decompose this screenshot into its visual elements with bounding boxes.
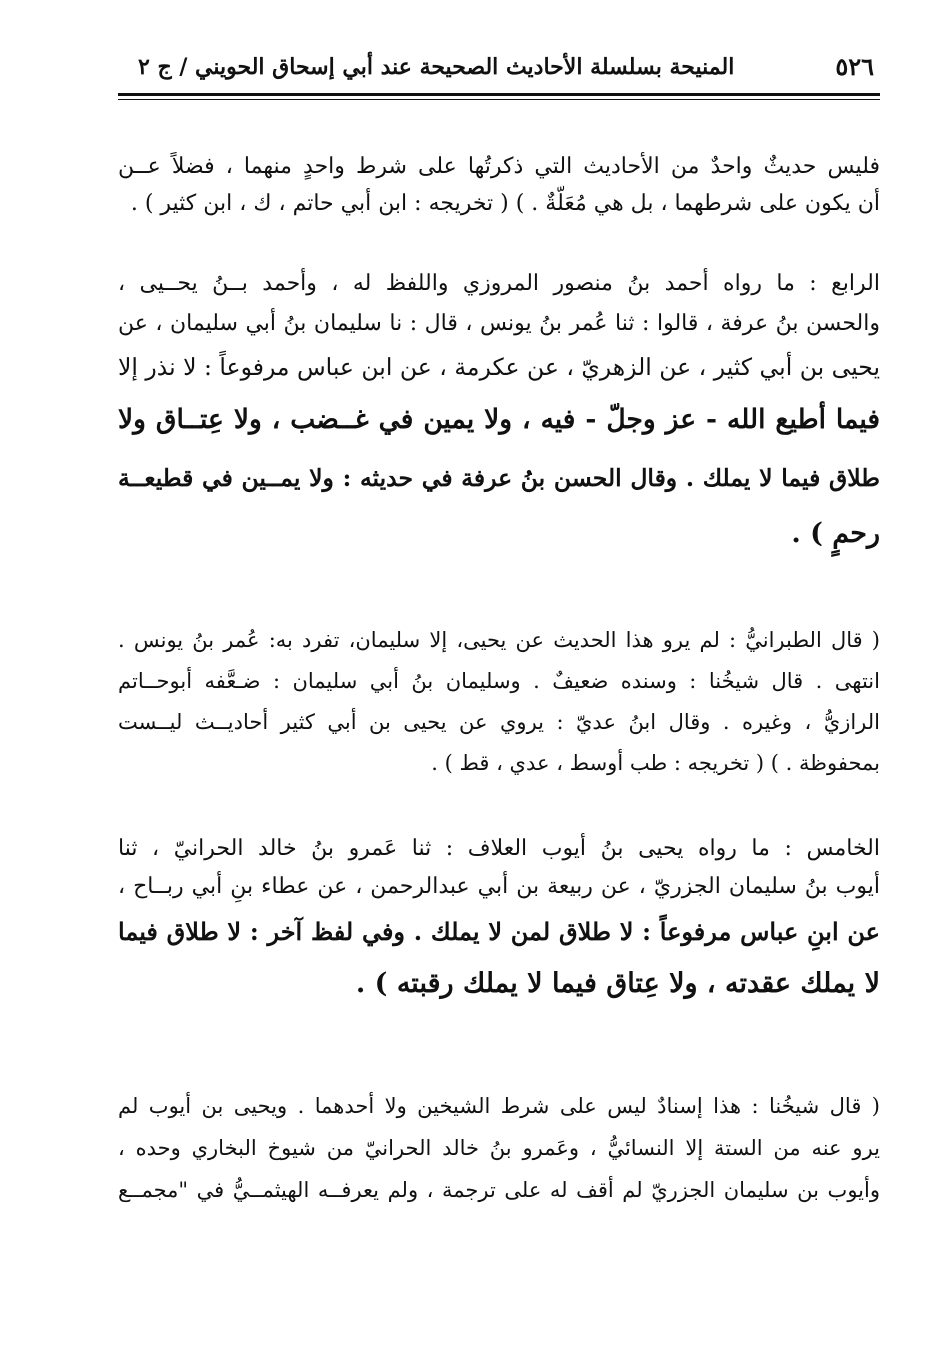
paragraph-continuation <box>118 148 880 222</box>
text-line: أن يكون على شرطهما ، بل هي مُعَلّةٌ . ) ( تخريجه : ابن أبي حاتم ، ك ، ابن كثير ) . <box>130 191 880 216</box>
text-line: بمحفوظة . ) ( تخريجه : طب أوسط ، عدي ، قط ) . <box>431 751 880 775</box>
hadith-text-line: رحمٍ ) . <box>791 518 880 549</box>
text-line: وأيوب بن سليمان الجزريّ لم أقف له على ترجمة ، ولم يعرفــه الهيثمــيُّ في "مجمــع <box>118 1178 880 1202</box>
text-line: والحسن بنُ عرفة ، قالوا : ثنا عُمر بنُ يونس ، قال : نا سليمان بنُ أبي سليمان ، عن <box>118 311 880 336</box>
paragraph-tabarani-comment <box>118 620 880 784</box>
text-line: فليس حديثٌ واحدٌ من الأحاديث التي ذكرتُها على شرط واحدٍ منهما ، فضلاً عــن <box>118 154 880 179</box>
text-line: ( قال الطبرانيُّ : لم يرو هذا الحديث عن يحيى، إلا سليمان، تفرد به: عُمر بنُ يونس . <box>118 628 880 652</box>
text-line: أيوب بنُ سليمان الجزريّ ، عن ربيعة بن أبي عبدالرحمن ، عن عطاء بنِ أبي ربــاح ، <box>118 874 880 899</box>
header-rule-thin <box>118 99 880 100</box>
text-line: ( قال شيخُنا : هذا إسنادٌ ليس على شرط الشيخين ولا أحدهما . ويحيى بن أيوب لم <box>118 1094 880 1118</box>
running-title: المنيحة بسلسلة الأحاديث الصحيحة عند أبي إسحاق الحويني / ج ٢ <box>138 54 735 80</box>
hadith-text-line: لا يملك عقدته ، ولا عِتاق فيما لا يملك رقبته ) . <box>355 968 880 999</box>
page-number: ٥٢٦ <box>835 52 874 81</box>
page-header <box>118 48 880 92</box>
text-line: الخامس : ما رواه يحيى بنُ أيوب العلاف : ثنا عَمرو بنُ خالد الحرانيّ ، ثنا <box>118 836 880 861</box>
text-line: يحيى بن أبي كثير ، عن الزهريّ ، عن عكرمة ، عن ابن عباس مرفوعاً : لا نذر إلا <box>118 353 880 381</box>
paragraph-fifth-narration <box>118 830 880 1010</box>
hadith-text-line: طلاق فيما لا يملك . وقال الحسن بنُ عرفة في حديثه : ولا يمــين في قطيعــة <box>118 464 880 492</box>
paragraph-fourth-narration <box>118 264 880 562</box>
hadith-text-line: عن ابنِ عباس مرفوعاً : لا طلاق لمن لا يملك . وفي لفظ آخر : لا طلاق فيما <box>118 917 880 946</box>
text-line: الرابع : ما رواه أحمد بنُ منصور المروزي واللفظ له ، وأحمد بــنُ يحــيى ، <box>118 271 880 296</box>
text-line: انتهى . قال شيخُنا : وسنده ضعيفٌ . وسليمان بنُ أبي سليمان : ضـعَّفه أبوحــاتم <box>118 669 880 693</box>
text-line: يرو عنه من الستة إلا النسائيُّ ، وعَمرو بنُ خالد الحرانيّ من شيوخ البخاري وحده ، <box>118 1136 880 1160</box>
hadith-text-line: فيما أطيع الله - عز وجلّ - فيه ، ولا يمين في غــضب ، ولا عِتــاق ولا <box>118 404 880 435</box>
header-rule-thick <box>118 93 880 96</box>
paragraph-shaykh-comment <box>118 1085 880 1211</box>
text-line: الرازيُّ ، وغيره . وقال ابنُ عديّ : يروي عن يحيى بن أبي كثير أحاديــث ليــست <box>118 710 880 734</box>
